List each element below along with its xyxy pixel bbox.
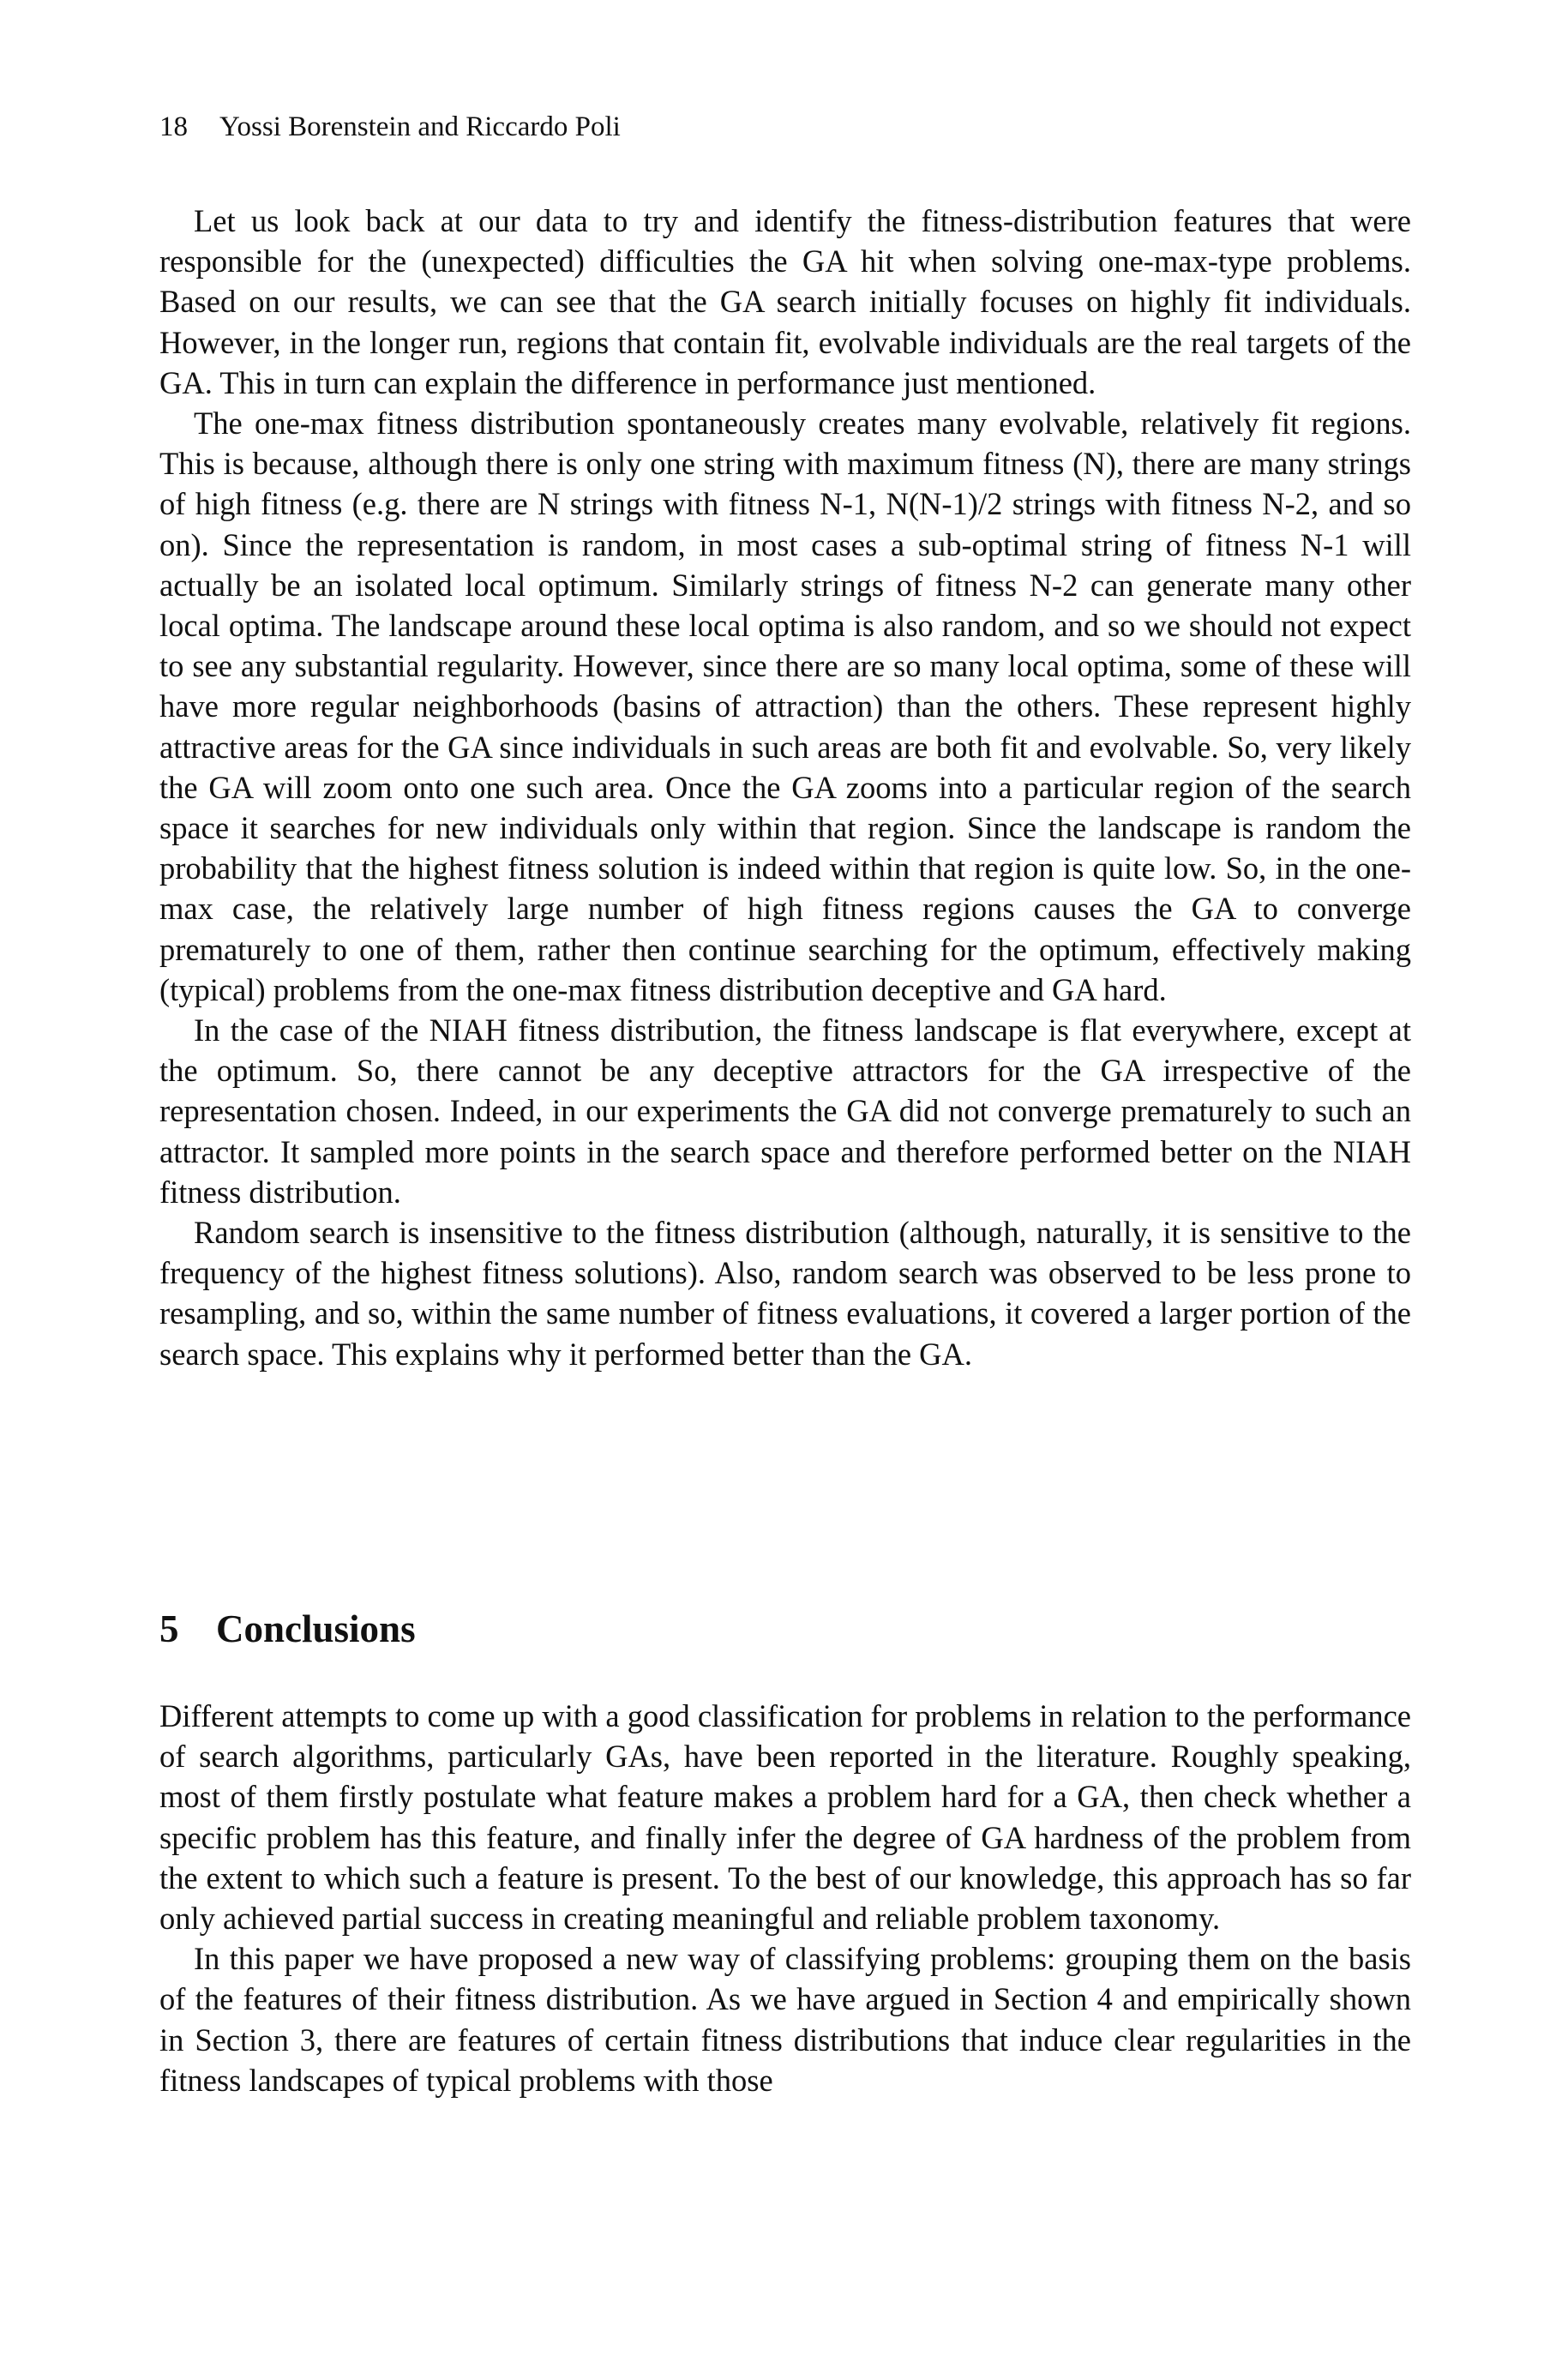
paragraph: The one-max fitness distribution spontaneously creates many evolvable, relatively fit regions. This is because, although there is only one string with maximum fitness (N), there are many strings of high fitness (e.g. there are N strings with fitness N-1, N(N-1)/2 strings with fitness N-2, and so on). Since the representation is random, in most cases a sub-optimal string of fitness N-1 will actually be an isolated local optimum. Similarly strings of fitness N-2 can generate many other local optima. The landscape around these local optima is also random, and so we should not expect to see any substantial regularity. However, since there are so many local optima, some of these will have more regular neighborhoods (basins of attraction) than the others. These represent highly attractive areas for the GA since individuals in such areas are both fit and evolvable. So, very likely the GA will zoom onto one such area. Once the GA zooms into a particular region of the search space it searches for new individuals only within that region. Since the landscape is random the probability that the highest fitness solution is indeed within that region is quite low. So, in the one-max case, the relatively large number of high fitness regions causes the GA to converge prematurely to one of them, rather then continue searching for the optimum, effectively making (typical) problems from the one-max fitness distribution deceptive and GA hard.	[159, 406, 1411, 1007]
section-number: 5	[159, 1607, 179, 1650]
paragraph: Let us look back at our data to try and identify the fitness-distribution features that were responsible for the (unexpected) difficulties the GA hit when solving one-max-type problems. Based on our results, we can see that the GA search initially focuses on highly fit individuals. However, in the longer run, regions that contain fit, evolvable individuals are the real targets of the GA. This in turn can explain the difference in performance just mentioned.	[159, 203, 1411, 400]
section-title: Conclusions	[216, 1607, 416, 1650]
discussion-text	[159, 201, 1411, 1374]
paragraph: In the case of the NIAH fitness distribution, the fitness landscape is flat everywhere, except at the optimum. So, there cannot be any deceptive attractors for the GA irrespective of the representation chosen. Indeed, in our experiments the GA did not converge prematurely to such an attractor. It sampled more points in the search space and therefore performed better on the NIAH fitness distribution.	[159, 1012, 1411, 1210]
paragraph: Different attempts to come up with a good classification for problems in relation to the performance of search algorithms, particularly GAs, have been reported in the literature. Roughly speaking, most of them firstly postulate what feature makes a problem hard for a GA, then check whether a specific problem has this feature, and finally infer the degree of GA hardness of the problem from the extent to which such a feature is present. To the best of our knowledge, this approach has so far only achieved partial success in creating meaningful and reliable problem taxonomy.	[159, 1698, 1411, 1937]
page-number: 18	[159, 111, 188, 142]
author-line: Yossi Borenstein and Riccardo Poli	[219, 111, 621, 142]
section-heading	[159, 1605, 416, 1653]
running-head	[159, 110, 621, 144]
paragraph: In this paper we have proposed a new way of classifying problems: grouping them on the basis of the features of their fitness distribution. As we have argued in Section 4 and empirically shown in Section 3, there are features of certain fitness distributions that induce clear regularities in the fitness landscapes of typical problems with those	[159, 1941, 1411, 2098]
conclusions-text	[159, 1696, 1411, 2100]
paragraph: Random search is insensitive to the fitness distribution (although, naturally, it is sensitive to the frequency of the highest fitness solutions). Also, random search was observed to be less prone to resampling, and so, within the same number of fitness evaluations, it covered a larger portion of the search space. This explains why it performed better than the GA.	[159, 1215, 1411, 1372]
